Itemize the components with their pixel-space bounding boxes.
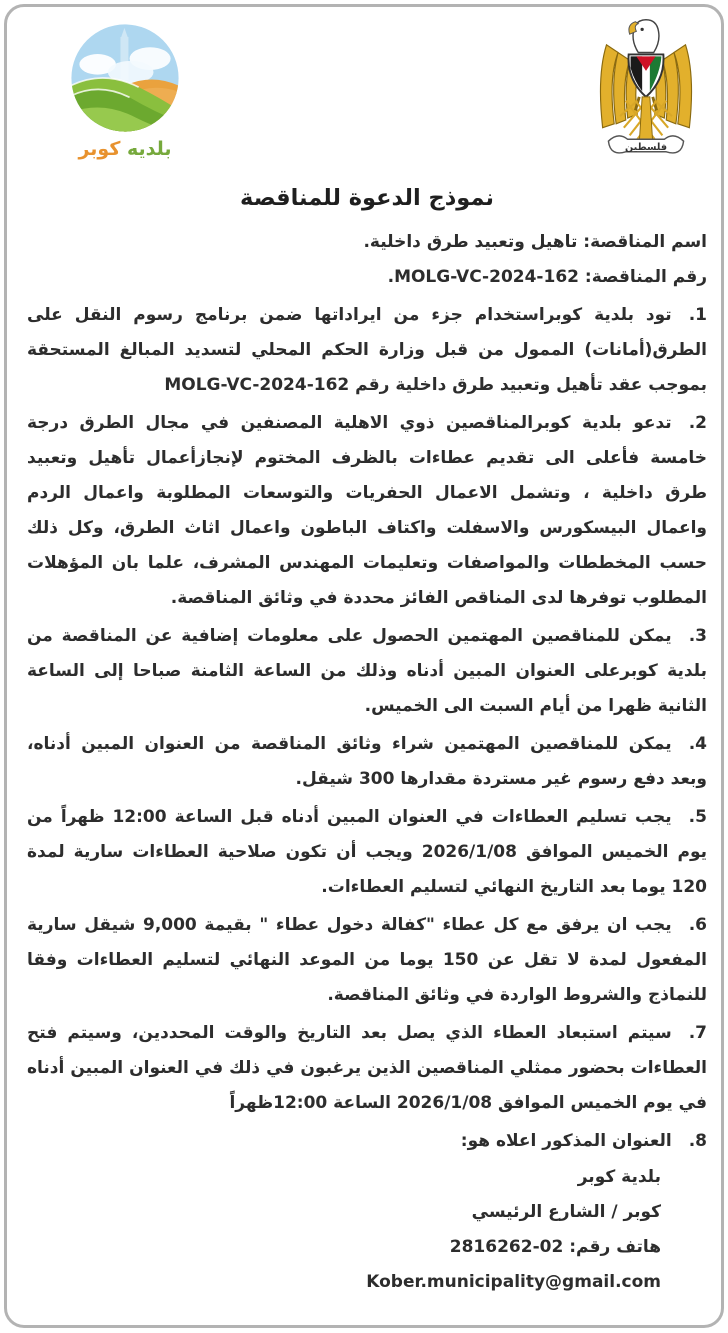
item-6-text: يجب ان يرفق مع كل عطاء "كفالة دخول عطاء " بقيمة 9,000 شيقل سارية المفعول لمدة لا تقل عن 150 يوما من الموعد النهائي لتسليم العطاءات وفقا للنماذج والشروط الواردة في وثائق المناقصة. bbox=[27, 915, 707, 1005]
palestine-emblem bbox=[593, 15, 699, 171]
logo-word-baladiya: بلديه bbox=[127, 138, 172, 160]
item-7-number: 7. bbox=[688, 1023, 707, 1043]
item-5-text: يجب تسليم العطاءات في العنوان المبين أدناه قبل الساعة 12:00 ظهراً من يوم الخميس الموافق 2026/1/08 ويجب أن تكون صلاحية العطاءات سارية لمدة 120 يوما بعد التاريخ النهائي لتسليم العطاءات. bbox=[27, 807, 707, 897]
address-line-street: كوبر / الشارع الرئيسي bbox=[471, 1202, 661, 1222]
item-3-text: يمكن للمناقصين المهتمين الحصول على معلومات إضافية عن المناقصة من بلدية كوبرعلى العنوان المبين أدناه وذلك من الساعة الثامنة صباحا إلى الساعة الثانية ظهرا من أيام السبت الى الخميس. bbox=[27, 626, 707, 716]
item-8-text: العنوان المذكور اعلاه هو: bbox=[460, 1131, 672, 1151]
item-5-number: 5. bbox=[688, 807, 707, 827]
logo-word-kober: كوبر bbox=[78, 138, 121, 160]
municipality-logo-icon bbox=[68, 21, 182, 135]
item-6-number: 6. bbox=[688, 915, 707, 935]
tender-item-5 bbox=[27, 800, 707, 905]
item-1-text: تود بلدية كوبراستخدام جزء من ايراداتها ضمن برنامج رسوم النقل على الطرق(أمانات) الممول من قبل وزارة الحكم المحلي لتسديد المبالغ المستحقة بموجب عقد تأهيل وتعبيد طرق داخلية رقم MOLG-VC-2024-162 bbox=[27, 305, 707, 395]
item-2-number: 2. bbox=[688, 413, 707, 433]
item-4-text: يمكن للمناقصين المهتمين شراء وثائق المناقصة من العنوان المبين أدناه، وبعد دفع رسوم غير مستردة مقدارها 300 شيقل. bbox=[27, 734, 707, 789]
tender-item-1 bbox=[27, 298, 707, 403]
document-body bbox=[27, 225, 707, 1300]
item-2-text: تدعو بلدية كوبرالمناقصين ذوي الاهلية المصنفين في مجال الطرق درجة خامسة فأعلى الى تقديم عطاءات بالظرف المختوم لإنجازأعمال تأهيل وتعبيد طرق داخلية ، وتشمل الاعمال الحفريات والتوسعات المطلوبة واعمال الردم واعمال البيسكورس والاسفلت واكتاف الباطون واعمال اثاث الطرق، وكل ذلك حسب المخططات والمواصفات وتعليمات المهندس المشرف، علما بان المؤهلات المطلوب توفرها لدى المناقص الفائز محددة في وثائق المناقصة. bbox=[27, 413, 707, 608]
document-header bbox=[27, 17, 707, 179]
item-3-number: 3. bbox=[688, 626, 707, 646]
palestine-eagle-icon bbox=[593, 15, 699, 171]
item-4-number: 4. bbox=[688, 734, 707, 754]
tender-item-7 bbox=[27, 1016, 707, 1121]
document-page bbox=[4, 4, 724, 1328]
item-7-text: سيتم استبعاد العطاء الذي يصل بعد التاريخ والوقت المحددين، وسيتم فتح العطاءات بحضور ممثلي المناقصين الذين يرغبون في ذلك في العنوان المبين أدناه في يوم الخميس الموافق 2026/1/08 الساعة 12:00ظهراً bbox=[27, 1023, 707, 1113]
municipality-logo bbox=[59, 21, 191, 160]
tender-item-2 bbox=[27, 406, 707, 616]
tender-item-3 bbox=[27, 619, 707, 724]
address-line-municipality: بلدية كوبر bbox=[577, 1167, 661, 1187]
tender-item-4 bbox=[27, 727, 707, 797]
municipality-logo-text bbox=[59, 138, 191, 160]
address-line-phone: هاتف رقم: 02-2816262 bbox=[449, 1237, 661, 1257]
tender-item-8 bbox=[27, 1124, 707, 1159]
tender-number-line: رقم المناقصة: MOLG-VC-2024-162. bbox=[387, 267, 707, 287]
tender-name-line: اسم المناقصة: تاهيل وتعبيد طرق داخلية. bbox=[363, 232, 707, 252]
address-block bbox=[27, 1160, 707, 1300]
item-8-number: 8. bbox=[688, 1131, 707, 1151]
document-title: نموذج الدعوة للمناقصة bbox=[240, 185, 494, 211]
emblem-banner-text: فلسطين bbox=[625, 141, 667, 153]
tender-item-6 bbox=[27, 908, 707, 1013]
item-1-number: 1. bbox=[688, 305, 707, 325]
address-line-email: Kober.municipality@gmail.com bbox=[366, 1272, 661, 1292]
